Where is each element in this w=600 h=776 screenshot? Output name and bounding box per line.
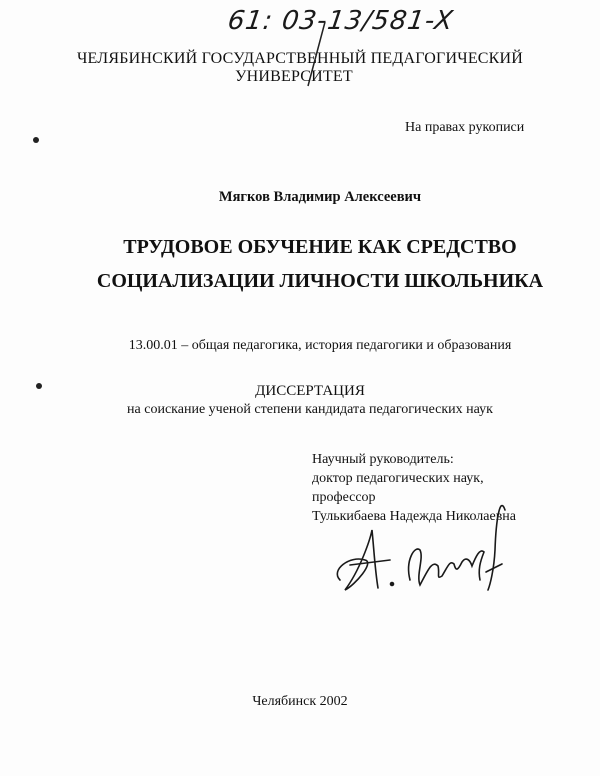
- work-type: ДИССЕРТАЦИЯ: [255, 383, 365, 399]
- advisor-rank: профессор: [312, 490, 376, 505]
- degree: на соискание ученой степени кандидата педагогических наук: [127, 402, 493, 417]
- title-line-2: СОЦИАЛИЗАЦИИ ЛИЧНОСТИ ШКОЛЬНИКА: [96, 270, 544, 292]
- advisor-name: Тулькибаева Надежда Николаевна: [312, 509, 517, 524]
- advisor-label: Научный руководитель:: [312, 452, 454, 467]
- handwritten-catalog-code: 61: 03-13/581-X: [225, 6, 456, 36]
- author-name: Мягков Владимир Алексеевич: [218, 189, 422, 205]
- advisor-degree: доктор педагогических наук,: [312, 471, 484, 486]
- city-year: Челябинск 2002: [252, 694, 348, 709]
- rights-note: На правах рукописи: [405, 120, 525, 135]
- university-line-2: УНИВЕРСИТЕТ: [235, 68, 353, 85]
- scan-speck: [33, 137, 39, 143]
- university-line-1: ЧЕЛЯБИНСКИЙ ГОСУДАРСТВЕННЫЙ ПЕДАГОГИЧЕСКИЙ: [76, 50, 524, 67]
- specialty: 13.00.01 – общая педагогика, история педагогики и образования: [128, 338, 512, 353]
- advisor-signature: [320, 500, 520, 600]
- title-line-1: ТРУДОВОЕ ОБУЧЕНИЕ КАК СРЕДСТВО: [123, 236, 517, 258]
